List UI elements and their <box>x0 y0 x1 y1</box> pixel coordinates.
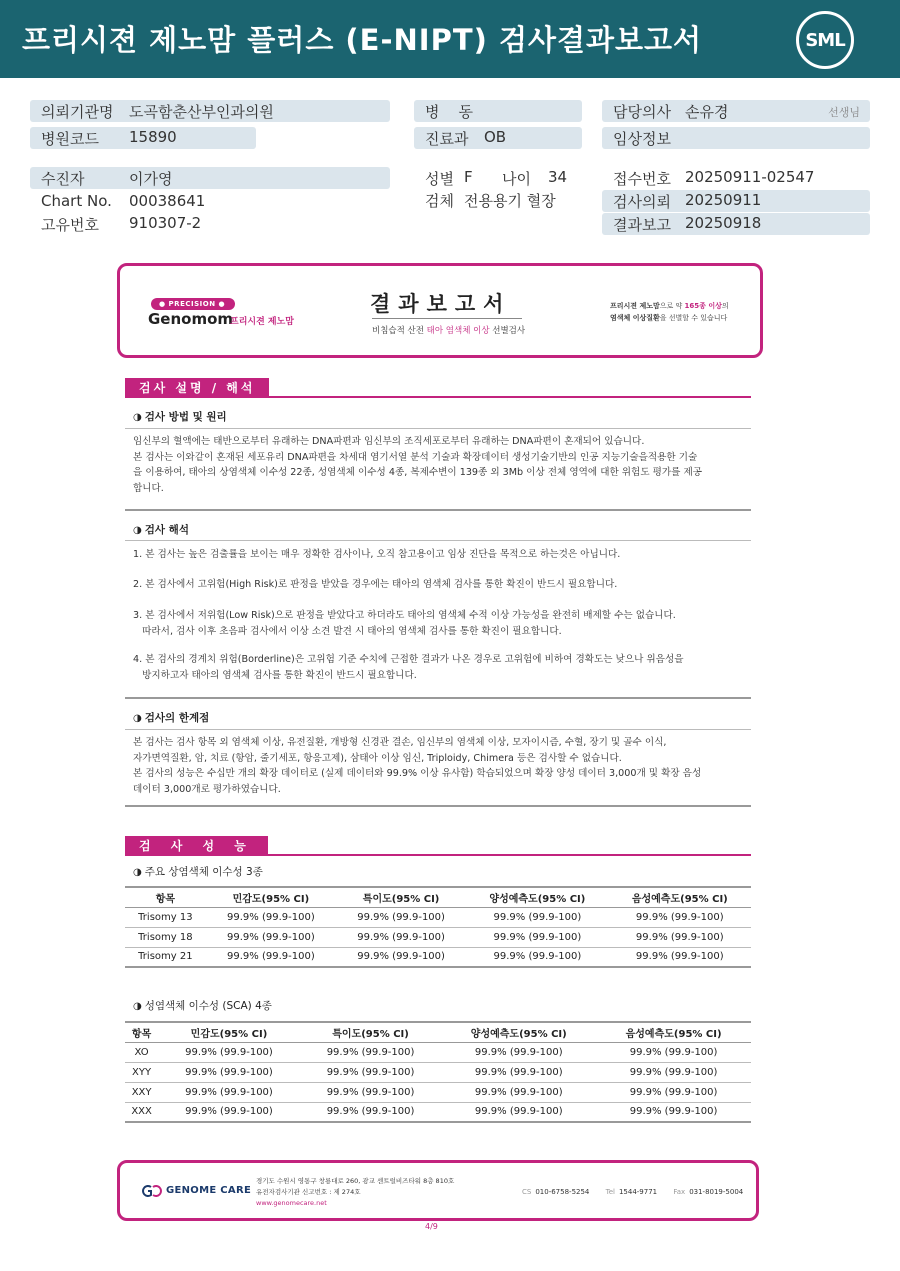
table-row <box>125 927 751 947</box>
table-cell: 99.9% (99.9-100) <box>596 1042 751 1062</box>
section-performance-header <box>125 836 751 856</box>
table-cell: Trisomy 13 <box>125 907 206 927</box>
section-performance-title: 검 사 성 능 <box>125 836 268 856</box>
interpretation-item-3: 3. 본 검사에서 저위험(Low Risk)으로 판정을 받았다고 하더라도 태아의 염색체 수적 이상 가능성을 완전히 배제할 수는 없습니다. 따라서, 검사 이후 초음파 검사에서 이상 소견 발견 시 태아의 염색체 검사를 통한 확진이 필요합니다. <box>133 610 676 637</box>
table-row <box>125 1062 751 1082</box>
interpretation-item-1: 1. 본 검사는 높은 검출률을 보이는 매우 정확한 검사이나, 오직 참고용이고 임상 진단을 목적으로 하는것은 아닙니다. <box>133 549 621 560</box>
doctor-field <box>602 100 870 122</box>
col-npv: 음성예측도(95% CI) <box>596 1022 751 1042</box>
patient-value: 이가영 <box>129 170 173 188</box>
col-sensitivity: 민감도(95% CI) <box>158 1022 300 1042</box>
limitation-end-rule <box>125 805 751 807</box>
table-header-row <box>125 1022 751 1042</box>
section-explanation-header <box>125 378 751 398</box>
col-sensitivity: 민감도(95% CI) <box>206 887 336 907</box>
clinical-info-label: 임상정보 <box>613 130 671 148</box>
method-text: 임신부의 혈액에는 태반으로부터 유래하는 DNA파편과 임신부의 조직세포로부터 유래하는 DNA파편이 혼재되어 있습니다. 본 검사는 이와같이 혼재된 세포유리 DNA파편을 차세대 염기서열 분석 기술과 확장데이터 생성기술기반의 인공 지능기술을적용한 기술 을 이용하여, 태아의 상염색체 이수성 22종, 성염색체 이수성 4종, 복제수변이 139종 외 3Mb 이상 전체 영역에 대한 위험도 평가를 제공 합니다. <box>133 436 703 494</box>
patient-label: 수진자 <box>41 170 85 188</box>
specimen-label: 검체 <box>425 192 454 210</box>
doctor-value: 손유경 <box>685 103 729 121</box>
hospital-code-label: 병원코드 <box>41 130 99 148</box>
table-row <box>125 1082 751 1102</box>
table-cell: 99.9% (99.9-100) <box>206 947 336 967</box>
banner-title: 결과보고서 <box>370 292 512 316</box>
table-cell: 99.9% (99.9-100) <box>336 907 466 927</box>
half-circle-icon: ◑ <box>133 412 142 423</box>
sca-performance-table <box>125 1021 751 1123</box>
report-date-label: 결과보고 <box>613 216 671 234</box>
report-date-field <box>602 213 870 235</box>
table-cell: 99.9% (99.9-100) <box>466 927 608 947</box>
table-cell: 99.9% (99.9-100) <box>596 1102 751 1122</box>
table-cell: XYY <box>125 1062 158 1082</box>
specimen-value: 전용용기 혈장 <box>464 192 556 210</box>
receipt-no-value: 20250911-02547 <box>685 168 815 186</box>
report-header <box>0 0 900 78</box>
table1-heading: ◑ 주요 상염색체 이수성 3종 <box>133 866 263 878</box>
table-cell: XO <box>125 1042 158 1062</box>
col-item: 항목 <box>125 1022 158 1042</box>
limitation-heading: ◑ 검사의 한계점 <box>133 712 210 724</box>
institution-label: 의뢰기관명 <box>41 103 114 121</box>
table-cell: Trisomy 18 <box>125 927 206 947</box>
request-date-field <box>602 190 870 212</box>
department-value: OB <box>484 128 507 146</box>
table-cell: 99.9% (99.9-100) <box>300 1042 442 1062</box>
sex-label: 성별 <box>425 170 454 188</box>
chart-no-field <box>30 191 390 213</box>
limitation-rule <box>125 729 751 730</box>
clinical-info-field <box>602 127 870 149</box>
interpretation-item-2: 2. 본 검사에서 고위험(High Risk)로 판정을 받았을 경우에는 태아의 염색체 검사를 통한 확진이 반드시 필요합니다. <box>133 579 618 590</box>
banner-note: 프리시젼 제노맘으로 약 165종 이상의 염색체 이상질환을 선별할 수 있습니다 <box>610 302 729 322</box>
footer-address: 경기도 수원시 영통구 창룡대로 260, 광교 센트럴비즈타워 8층 810호 유전자검사기관 신고번호 : 제 274호 www.genomecare.net <box>256 1177 455 1207</box>
section-explanation-title: 검사 설명 / 해석 <box>125 378 269 398</box>
department-label: 진료과 <box>425 130 469 148</box>
interpretation-item-4: 4. 본 검사의 경계치 위험(Borderline)은 고위험 기준 수치에 근접한 결과가 나온 경우로 고위험에 비하여 경확도는 낮으나 위음성을 방지하고자 태아의 염색체 검사를 통한 확진이 반드시 필요합니다. <box>133 654 684 681</box>
hospital-code-field <box>30 127 256 149</box>
specimen-field <box>414 189 582 211</box>
sml-logo-text: SML <box>805 29 845 51</box>
col-specificity: 특이도(95% CI) <box>336 887 466 907</box>
col-ppv: 양성예측도(95% CI) <box>441 1022 596 1042</box>
table-row <box>125 1042 751 1062</box>
autosomal-performance-table <box>125 886 751 968</box>
table-cell: 99.9% (99.9-100) <box>596 1082 751 1102</box>
sml-logo <box>796 11 854 69</box>
footer-contact: CS 010-6758-5254 Tel 1544-9771 Fax 031-8019-5004 <box>522 1188 744 1196</box>
page-number: 4/9 <box>425 1222 438 1231</box>
table-cell: 99.9% (99.9-100) <box>441 1062 596 1082</box>
table-cell: 99.9% (99.9-100) <box>158 1042 300 1062</box>
sex-age-field <box>414 167 582 189</box>
table-row <box>125 1102 751 1122</box>
half-circle-icon: ◑ <box>133 867 142 878</box>
table-cell: 99.9% (99.9-100) <box>206 907 336 927</box>
table-cell: XXX <box>125 1102 158 1122</box>
request-date-value: 20250911 <box>685 191 762 209</box>
method-rule <box>125 428 751 429</box>
unique-no-field <box>30 213 390 235</box>
table-cell: 99.9% (99.9-100) <box>441 1082 596 1102</box>
report-date-value: 20250918 <box>685 214 762 232</box>
genome-care-name: GENOME CARE <box>166 1185 252 1196</box>
age-label: 나이 <box>502 170 531 188</box>
table-cell: 99.9% (99.9-100) <box>158 1102 300 1122</box>
method-end-rule <box>125 509 751 511</box>
table-cell: 99.9% (99.9-100) <box>441 1042 596 1062</box>
report-banner <box>117 263 763 358</box>
table-cell: 99.9% (99.9-100) <box>300 1082 442 1102</box>
table-cell: 99.9% (99.9-100) <box>158 1062 300 1082</box>
table-cell: 99.9% (99.9-100) <box>336 947 466 967</box>
chart-no-value: 00038641 <box>129 192 206 210</box>
table-cell: 99.9% (99.9-100) <box>158 1082 300 1102</box>
interpretation-heading: ◑ 검사 해석 <box>133 524 189 536</box>
table-cell: 99.9% (99.9-100) <box>609 927 751 947</box>
unique-no-label: 고유번호 <box>41 216 99 234</box>
table-cell: 99.9% (99.9-100) <box>336 927 466 947</box>
table-cell: 99.9% (99.9-100) <box>609 907 751 927</box>
patient-field <box>30 167 390 189</box>
doctor-label: 담당의사 <box>613 103 671 121</box>
institution-value: 도곡함춘산부인과의원 <box>129 103 274 121</box>
col-item: 항목 <box>125 887 206 907</box>
table2-heading: ◑ 성염색체 이수성 (SCA) 4종 <box>133 1000 272 1012</box>
half-circle-icon: ◑ <box>133 713 142 724</box>
genome-care-logo-icon <box>142 1184 162 1198</box>
precision-text: PRECISION <box>168 300 216 308</box>
receipt-no-label: 접수번호 <box>613 170 671 188</box>
table-cell: XXY <box>125 1082 158 1102</box>
precision-badge: ● PRECISION ● <box>151 298 235 310</box>
half-circle-icon: ◑ <box>133 1001 142 1012</box>
table-row <box>125 907 751 927</box>
hospital-code-value: 15890 <box>129 128 177 146</box>
report-title: 프리시젼 제노맘 플러스 (E-NIPT) 검사결과보고서 <box>22 23 703 57</box>
doctor-suffix: 선생님 <box>828 106 860 119</box>
interpretation-rule <box>125 540 751 541</box>
ward-label: 병 동 <box>425 103 474 121</box>
method-heading: ◑ 검사 방법 및 원리 <box>133 411 227 423</box>
ward-field <box>414 100 582 122</box>
unique-no-value: 910307-2 <box>129 214 202 232</box>
banner-subtitle: 비침습적 산전 태아 염색체 이상 선별검사 <box>372 326 526 336</box>
table-cell: 99.9% (99.9-100) <box>441 1102 596 1122</box>
banner-title-underline <box>372 318 522 319</box>
genomom-logo: Genomom <box>148 310 234 328</box>
table-cell: 99.9% (99.9-100) <box>466 947 608 967</box>
chart-no-label: Chart No. <box>41 192 112 210</box>
table-row <box>125 947 751 967</box>
table-header-row <box>125 887 751 907</box>
table-cell: 99.9% (99.9-100) <box>300 1102 442 1122</box>
half-circle-icon: ◑ <box>133 525 142 536</box>
sex-value: F <box>464 168 473 186</box>
limitation-text: 본 검사는 검사 항목 외 염색체 이상, 유전질환, 개방형 신경관 결손, 임신부의 염색체 이상, 모자이시즘, 수혈, 장기 및 골수 이식, 자가면역질환, 암, 치료 (항암, 줄기세포, 항응고제), 삼태아 이상 임신, Triploidy, Chimera 등은 검사할 수 없습니다. 본 검사의 성능은 수십만 개의 확장 데이터로 (실제 데이터와 99.9% 이상 유사함) 학습되었으며 확장 양성 데이터 3,000개 및 확장 음성 데이터 3,000개로 평가하였습니다. <box>133 737 702 795</box>
table-cell: 99.9% (99.9-100) <box>206 927 336 947</box>
table-cell: Trisomy 21 <box>125 947 206 967</box>
table-cell: 99.9% (99.9-100) <box>596 1062 751 1082</box>
footer-box <box>117 1160 759 1221</box>
genomom-kr: 프리시젼 제노맘 <box>230 317 294 327</box>
table-cell: 99.9% (99.9-100) <box>466 907 608 927</box>
col-npv: 음성예측도(95% CI) <box>609 887 751 907</box>
col-ppv: 양성예측도(95% CI) <box>466 887 608 907</box>
interpretation-end-rule <box>125 697 751 699</box>
department-field <box>414 127 582 149</box>
table-cell: 99.9% (99.9-100) <box>609 947 751 967</box>
table-cell: 99.9% (99.9-100) <box>300 1062 442 1082</box>
institution-field <box>30 100 390 122</box>
age-value: 34 <box>548 168 568 186</box>
footer-website: www.genomecare.net <box>256 1199 327 1207</box>
receipt-no-field <box>602 167 870 189</box>
col-specificity: 특이도(95% CI) <box>300 1022 442 1042</box>
request-date-label: 검사의뢰 <box>613 193 671 211</box>
